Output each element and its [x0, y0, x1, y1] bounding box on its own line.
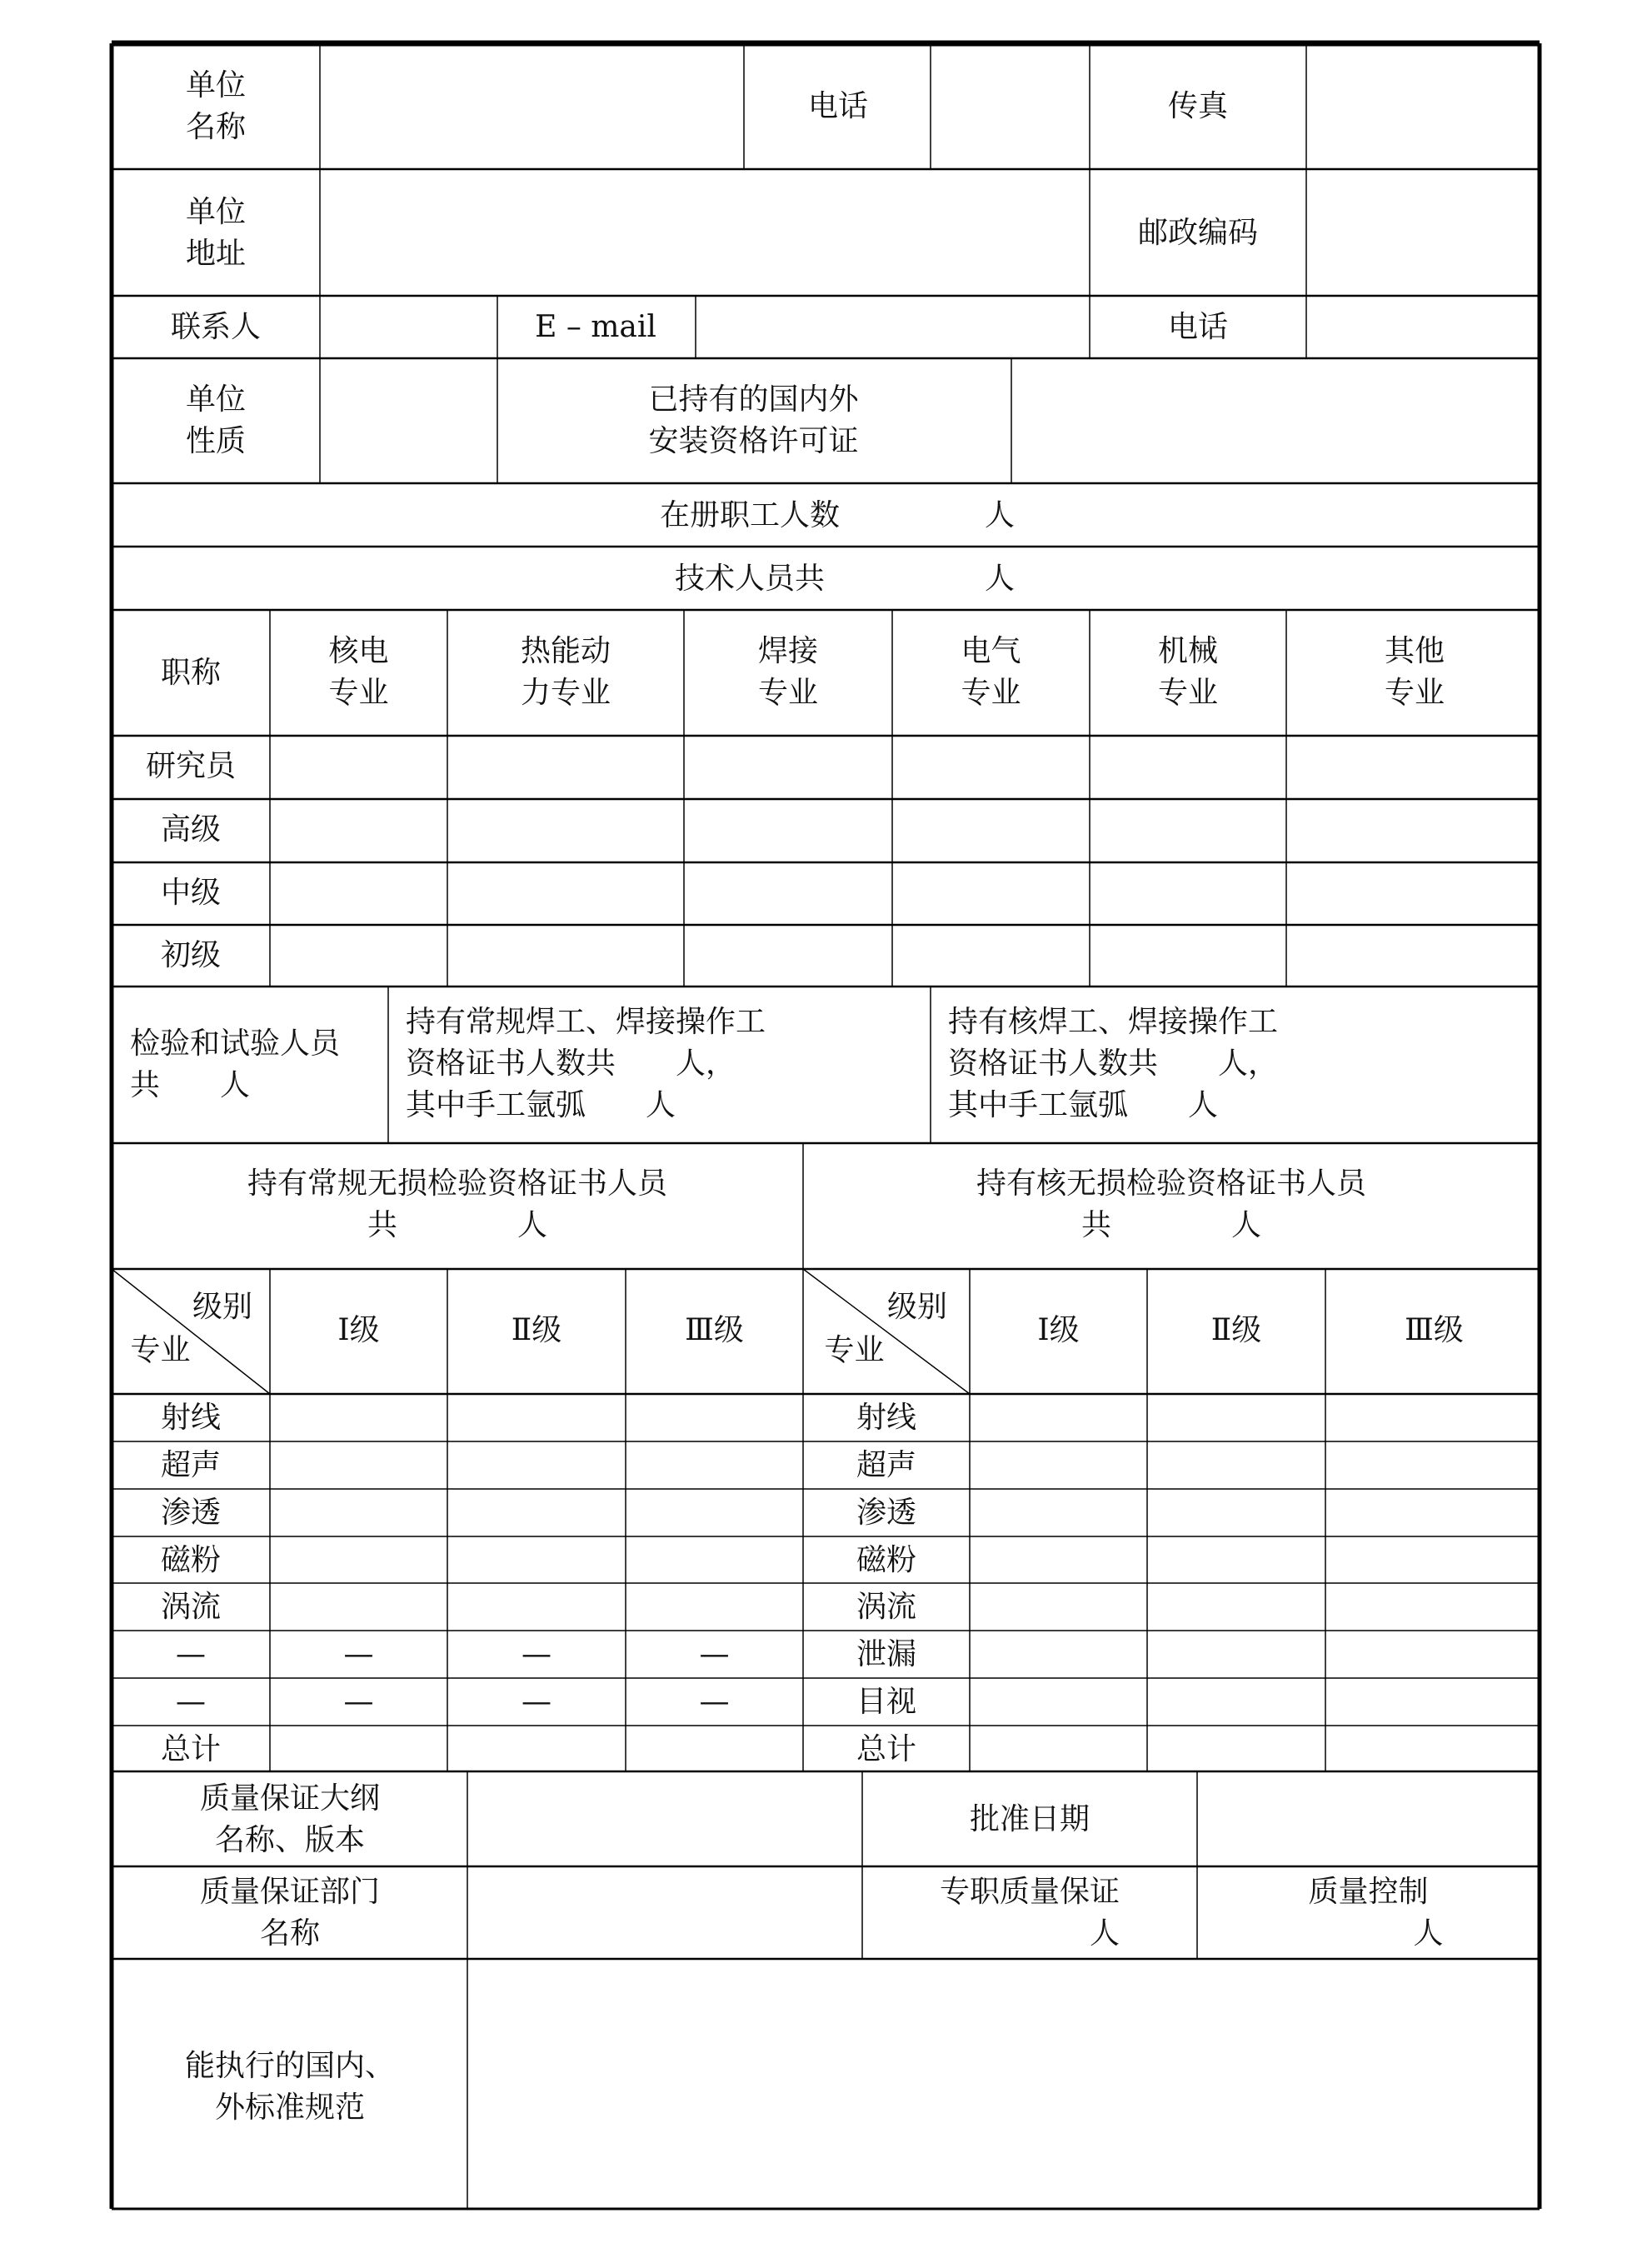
- dash-placeholder: —: [522, 1637, 551, 1671]
- ndt-method-label: 超声: [160, 1448, 221, 1482]
- ndt-count-cell[interactable]: [272, 1443, 446, 1487]
- title-count-cell[interactable]: [1288, 864, 1541, 923]
- nuclear-welders-label: 持有核焊工、焊接操作工 资格证书人数共 人， 其中手工氩弧 人: [948, 1005, 1279, 1122]
- ndt-count-cell[interactable]: [449, 1396, 624, 1440]
- qa-dept-input[interactable]: [469, 1867, 861, 1957]
- dash-placeholder: —: [699, 1637, 730, 1671]
- ndt-count-cell[interactable]: [449, 1491, 624, 1535]
- title-count-cell[interactable]: [272, 927, 446, 985]
- ndt-count-cell[interactable]: [449, 1585, 624, 1629]
- ndt-count-cell[interactable]: [272, 1727, 446, 1770]
- ndt-count-cell[interactable]: [1149, 1585, 1324, 1629]
- qa-program-input[interactable]: [469, 1773, 861, 1865]
- title-row-label: 中级: [160, 876, 221, 910]
- ndt-count-cell[interactable]: [971, 1680, 1145, 1724]
- standards-label: 能执行的国内、 外标准规范: [184, 2049, 395, 2125]
- tech-staff-unit: 人: [984, 562, 1015, 596]
- staff-count-unit: 人: [984, 498, 1015, 532]
- ndt-count-cell[interactable]: [1327, 1396, 1541, 1440]
- ndt-method-label: 总计: [856, 1732, 916, 1766]
- title-count-cell[interactable]: [1091, 801, 1285, 861]
- ndt-method-label: 目视: [856, 1685, 916, 1719]
- ndt-count-cell[interactable]: [971, 1491, 1145, 1535]
- ndt-count-cell[interactable]: [627, 1396, 801, 1440]
- title-count-cell[interactable]: [1091, 864, 1285, 923]
- unit-nature-input[interactable]: [321, 360, 496, 482]
- title-count-cell[interactable]: [1288, 927, 1541, 985]
- dash-placeholder: —: [522, 1685, 551, 1719]
- ndt-count-cell[interactable]: [272, 1491, 446, 1535]
- level-header: Ⅱ级: [1210, 1313, 1262, 1347]
- specialty-header: 核电 专业: [328, 634, 389, 710]
- ndt-count-cell[interactable]: [971, 1538, 1145, 1581]
- ndt-method-label: 磁粉: [856, 1543, 916, 1577]
- tech-staff-label: 技术人员共: [674, 562, 825, 596]
- contact-input[interactable]: [321, 297, 496, 357]
- unit-name-input[interactable]: [321, 44, 744, 167]
- ndt-count-cell[interactable]: [1327, 1585, 1541, 1629]
- title-count-cell[interactable]: [272, 801, 446, 861]
- postcode-label: 邮政编码: [1137, 216, 1258, 250]
- ndt-count-cell[interactable]: [627, 1727, 801, 1770]
- ndt-count-cell[interactable]: [971, 1632, 1145, 1676]
- dash-placeholder: —: [699, 1685, 730, 1719]
- specialty-header: 电气 专业: [961, 634, 1021, 710]
- testers-label: 检验和试验人员 共 人: [130, 1027, 341, 1102]
- dash-placeholder: —: [343, 1637, 374, 1671]
- nuclear-ndt-title: 持有核无损检验资格证书人员 共 人: [976, 1166, 1366, 1242]
- contact-phone-label: 电话: [1167, 310, 1228, 344]
- license-label: 已持有的国内外 安装资格许可证: [648, 382, 859, 458]
- title-count-cell[interactable]: [449, 801, 682, 861]
- qa-dept-label: 质量保证部门 名称: [199, 1875, 380, 1951]
- specialty-header: 焊接 专业: [757, 634, 818, 710]
- corner-level-label: 级别: [192, 1290, 252, 1324]
- ndt-count-cell[interactable]: [971, 1585, 1145, 1629]
- ndt-count-cell[interactable]: [1149, 1680, 1324, 1724]
- ndt-method-label: 总计: [160, 1732, 221, 1766]
- conventional-welders-label: 持有常规焊工、焊接操作工 资格证书人数共 人， 其中手工氩弧 人: [406, 1005, 766, 1122]
- ndt-method-label: 磁粉: [160, 1543, 221, 1577]
- fax-label: 传真: [1167, 89, 1228, 123]
- ndt-count-cell[interactable]: [449, 1443, 624, 1487]
- ndt-count-cell[interactable]: [627, 1538, 801, 1581]
- title-count-cell[interactable]: [1091, 737, 1285, 797]
- qa-program-label: 质量保证大纲 名称、版本: [199, 1781, 380, 1857]
- title-count-cell[interactable]: [894, 864, 1088, 923]
- corner-level-label: 级别: [886, 1290, 947, 1324]
- corner-specialty-label: 专业: [824, 1333, 885, 1367]
- ndt-count-cell[interactable]: [1149, 1443, 1324, 1487]
- ndt-count-cell[interactable]: [272, 1538, 446, 1581]
- level-header: Ⅰ级: [1037, 1313, 1080, 1347]
- ndt-method-label: 渗透: [856, 1496, 916, 1530]
- email-input[interactable]: [696, 297, 1088, 357]
- ndt-method-label: 涡流: [160, 1590, 221, 1624]
- ndt-method-label: 射线: [856, 1401, 916, 1435]
- email-label: E – mail: [535, 310, 656, 344]
- postcode-input[interactable]: [1308, 171, 1538, 294]
- title-count-cell[interactable]: [686, 737, 891, 797]
- title-row-label: 研究员: [145, 749, 236, 783]
- qa-staff-label: 专职质量保证 人: [939, 1875, 1120, 1951]
- phone-input[interactable]: [933, 44, 1088, 167]
- license-input[interactable]: [1012, 360, 1538, 482]
- level-header: Ⅲ级: [1405, 1313, 1464, 1347]
- unit-address-input[interactable]: [321, 171, 1087, 294]
- ndt-count-cell[interactable]: [971, 1443, 1145, 1487]
- approval-date-input[interactable]: [1199, 1773, 1538, 1865]
- ndt-count-cell[interactable]: [1149, 1727, 1324, 1770]
- fax-input[interactable]: [1308, 44, 1538, 167]
- ndt-count-cell[interactable]: [1327, 1443, 1541, 1487]
- ndt-count-cell[interactable]: [1327, 1538, 1541, 1581]
- contact-phone-input[interactable]: [1308, 297, 1538, 357]
- title-row-label: 初级: [160, 938, 221, 972]
- title-count-cell[interactable]: [686, 801, 891, 861]
- ndt-count-cell[interactable]: [1149, 1538, 1324, 1581]
- ndt-method-label: —: [176, 1637, 206, 1671]
- contact-label: 联系人: [170, 310, 261, 344]
- ndt-method-label: 超声: [856, 1448, 916, 1482]
- ndt-method-label: 射线: [160, 1401, 221, 1435]
- title-header-label: 职称: [160, 656, 221, 690]
- corner-specialty-label: 专业: [130, 1333, 191, 1367]
- ndt-count-cell[interactable]: [449, 1538, 624, 1581]
- qc-staff-label: 质量控制 人: [1308, 1875, 1444, 1951]
- title-row-label: 高级: [160, 812, 221, 847]
- ndt-count-cell[interactable]: [1327, 1680, 1541, 1724]
- specialty-header: 机械 专业: [1157, 634, 1218, 710]
- title-count-cell[interactable]: [449, 927, 682, 985]
- title-count-cell[interactable]: [1091, 927, 1285, 985]
- unit-name-label: 单位 名称: [185, 68, 246, 144]
- ndt-method-label: —: [176, 1685, 206, 1719]
- standards-input[interactable]: [469, 1961, 1538, 2206]
- unit-address-label: 单位 地址: [185, 195, 246, 271]
- title-count-cell[interactable]: [449, 737, 682, 797]
- title-count-cell[interactable]: [1288, 737, 1541, 797]
- ndt-method-label: 涡流: [856, 1590, 916, 1624]
- title-count-cell[interactable]: [272, 737, 446, 797]
- unit-nature-label: 单位 性质: [185, 382, 246, 458]
- ndt-count-cell[interactable]: [1149, 1632, 1324, 1676]
- conventional-ndt-title: 持有常规无损检验资格证书人员 共 人: [247, 1166, 667, 1242]
- ndt-count-cell[interactable]: [627, 1491, 801, 1535]
- specialty-header: 其他 专业: [1384, 634, 1445, 710]
- ndt-method-label: 渗透: [160, 1496, 221, 1530]
- title-count-cell[interactable]: [686, 864, 891, 923]
- title-count-cell[interactable]: [449, 864, 682, 923]
- level-header: Ⅱ级: [511, 1313, 562, 1347]
- ndt-count-cell[interactable]: [1327, 1727, 1541, 1770]
- title-count-cell[interactable]: [894, 927, 1088, 985]
- title-count-cell[interactable]: [894, 737, 1088, 797]
- ndt-count-cell[interactable]: [1149, 1491, 1324, 1535]
- ndt-count-cell[interactable]: [1327, 1491, 1541, 1535]
- title-count-cell[interactable]: [1288, 801, 1541, 861]
- phone-label: 电话: [807, 89, 868, 123]
- ndt-count-cell[interactable]: [1149, 1396, 1324, 1440]
- ndt-count-cell[interactable]: [1327, 1632, 1541, 1676]
- ndt-count-cell[interactable]: [449, 1727, 624, 1770]
- title-count-cell[interactable]: [272, 864, 446, 923]
- level-header: Ⅲ级: [685, 1313, 744, 1347]
- title-count-cell[interactable]: [894, 801, 1088, 861]
- ndt-count-cell[interactable]: [272, 1396, 446, 1440]
- ndt-count-cell[interactable]: [627, 1443, 801, 1487]
- ndt-method-label: 泄漏: [856, 1637, 916, 1671]
- ndt-count-cell[interactable]: [971, 1727, 1145, 1770]
- ndt-count-cell[interactable]: [272, 1585, 446, 1629]
- ndt-count-cell[interactable]: [971, 1396, 1145, 1440]
- specialty-header: 热能动 力专业: [520, 634, 611, 710]
- title-count-cell[interactable]: [686, 927, 891, 985]
- level-header: Ⅰ级: [337, 1313, 380, 1347]
- staff-count-label: 在册职工人数: [659, 498, 840, 532]
- ndt-count-cell[interactable]: [627, 1585, 801, 1629]
- dash-placeholder: —: [343, 1685, 374, 1719]
- approval-date-label: 批准日期: [969, 1802, 1090, 1836]
